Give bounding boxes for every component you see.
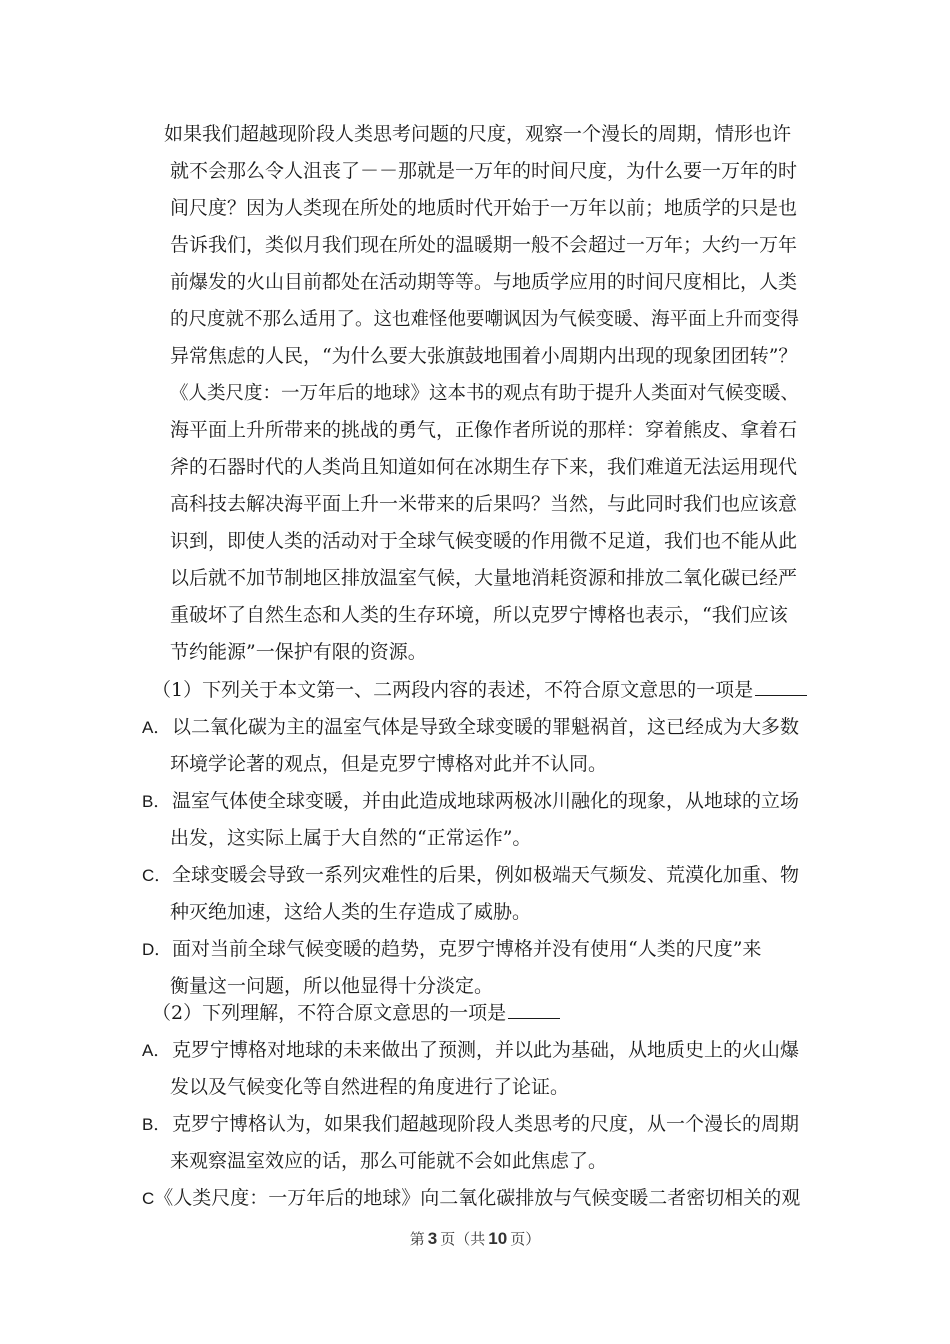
footer-page-number: 3 (427, 1229, 438, 1248)
passage-paragraph (142, 116, 812, 671)
passage-line: 就不会那么令人沮丧了－－那就是一万年的时间尺度，为什么要一万年的时 (170, 160, 798, 182)
question-stem-text: （1）下列关于本文第一、二两段内容的表述，不符合原文意思的一项是 (152, 679, 754, 701)
passage-line: 如果我们超越现阶段人类思考问题的尺度，观察一个漫长的周期，情形也许 (164, 123, 792, 145)
footer-middle: 页（共 (440, 1230, 486, 1248)
passage-line: 海平面上升所带来的挑战的勇气，正像作者所说的那样：穿着熊皮、拿着石 (170, 419, 798, 441)
question-1 (142, 672, 812, 1005)
option-b (142, 783, 812, 820)
footer-prefix: 第 (409, 1230, 425, 1248)
passage-line: 间尺度？因为人类现在所处的地质时代开始于一万年以前；地质学的只是也 (170, 197, 798, 219)
passage-line: 重破坏了自然生态和人类的生存环境，所以克罗宁博格也表示，“我们应该 (170, 604, 788, 626)
answer-blank (508, 996, 560, 1019)
passage-line: 识到，即使人类的活动对于全球气候变暖的作用微不足道，我们也不能从此 (170, 530, 798, 552)
option-letter: C (142, 1189, 155, 1208)
option-text: 全球变暖会导致一系列灾难性的后果，例如极端天气频发、荒漠化加重、物 (172, 864, 800, 886)
option-letter: C． (142, 866, 172, 885)
passage-line: 告诉我们，类似月我们现在所处的温暖期一般不会超过一万年；大约一万年 (170, 234, 798, 256)
question-2 (142, 995, 812, 1217)
passage-line: 高科技去解决海平面上升一米带来的后果吗？当然，与此同时我们也应该意 (170, 493, 798, 515)
option-letter: B． (142, 792, 171, 811)
option-c (142, 857, 812, 894)
option-letter: D． (142, 940, 172, 959)
passage-line: 斧的石器时代的人类尚且知道如何在冰期生存下来，我们难道无法运用现代 (170, 456, 798, 478)
footer-total-pages: 10 (488, 1229, 508, 1248)
option-continuation: 出发，这实际上属于大自然的“正常运作”。 (170, 827, 532, 849)
footer-suffix: 页） (510, 1230, 541, 1248)
option-continuation: 种灭绝加速，这给人类的生存造成了威胁。 (170, 901, 532, 923)
option-c (142, 1180, 812, 1217)
option-continuation: 发以及气候变化等自然进程的角度进行了论证。 (170, 1076, 570, 1098)
option-letter: A． (142, 718, 171, 737)
option-continuation: 环境学论著的观点，但是克罗宁博格对此并不认同。 (170, 753, 608, 775)
option-continuation: 衡量这一问题，所以他显得十分淡定。 (170, 975, 494, 997)
option-text: 克罗宁博格认为，如果我们超越现阶段人类思考的尺度，从一个漫长的周期 (172, 1113, 800, 1135)
passage-line: 异常焦虑的人民，“为什么要大张旗鼓地围着小周期内出现的现象团团转”？ (170, 345, 798, 367)
passage-line: 前爆发的火山目前都处在活动期等等。与地质学应用的时间尺度相比，人类 (170, 271, 798, 293)
passage-line: 的尺度就不那么适用了。这也难怪他要嘲讽因为气候变暖、海平面上升而变得 (170, 309, 800, 330)
option-d (142, 931, 812, 968)
option-text: 《人类尺度：一万年后的地球》向二氧化碳排放与气候变暖二者密切相关的观 (154, 1187, 801, 1209)
passage-line: 以后就不加节制地区排放温室气候，大量地消耗资源和排放二氧化碳已经严 (170, 567, 798, 589)
passage-line: 《人类尺度：一万年后的地球》这本书的观点有助于提升人类面对气候变暖、 (170, 383, 800, 404)
question-stem-text: （2）下列理解，不符合原文意思的一项是 (152, 1002, 507, 1024)
question-stem (142, 995, 812, 1032)
option-a (142, 1032, 812, 1069)
option-a (142, 709, 812, 746)
option-letter: B． (142, 1115, 171, 1134)
option-text: 以二氧化碳为主的温室气体是导致全球变暖的罪魁祸首，这已经成为大多数 (172, 716, 800, 738)
question-stem (142, 672, 812, 709)
option-b (142, 1106, 812, 1143)
passage-line: 节约能源”一保护有限的资源。 (170, 641, 427, 663)
option-text: 面对当前全球气候变暖的趋势，克罗宁博格并没有使用“人类的尺度”来 (172, 938, 762, 960)
option-continuation: 来观察温室效应的话，那么可能就不会如此焦虑了。 (170, 1150, 608, 1172)
answer-blank (755, 673, 807, 696)
option-text: 克罗宁博格对地球的未来做出了预测，并以此为基础，从地质史上的火山爆 (172, 1039, 800, 1061)
page-footer (0, 1228, 950, 1249)
option-text: 温室气体使全球变暖，并由此造成地球两极冰川融化的现象，从地球的立场 (172, 790, 800, 812)
option-letter: A． (142, 1041, 171, 1060)
